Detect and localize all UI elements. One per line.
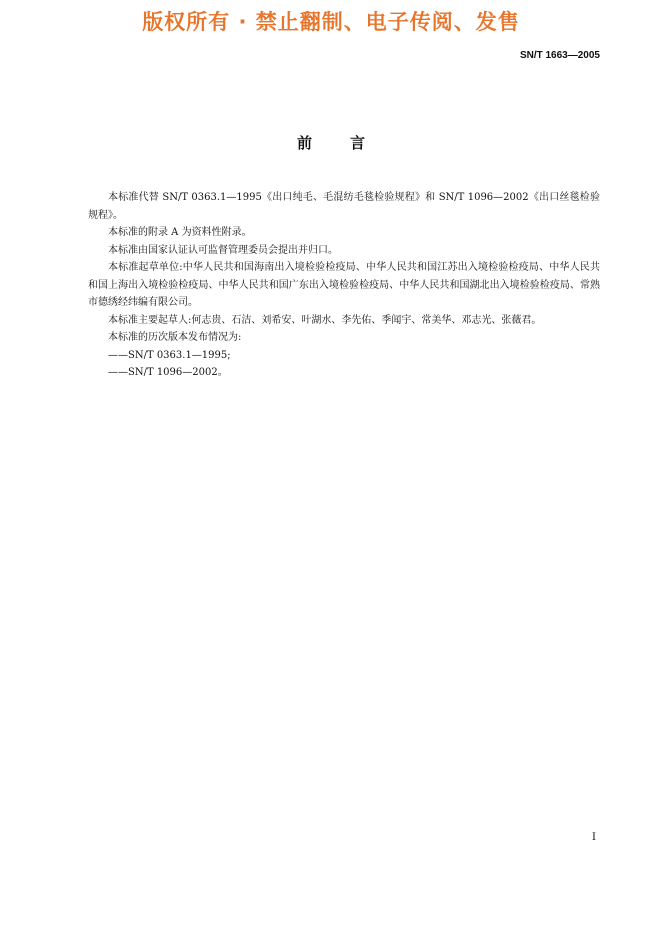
paragraph-proposer: 本标准由国家认证认可监督管理委员会提出并归口。 (108, 244, 338, 256)
copyright-banner: 版权所有 · 禁止翻制、电子传阅、发售 (142, 10, 520, 34)
page-title: 前言 (296, 134, 403, 152)
standard-code: SN/T 1663—2005 (519, 50, 600, 61)
history-item: ——SN/T 0363.1—1995; (108, 349, 231, 361)
paragraph-drafting-units: 本标准起草单位:中华人民共和国海南出入境检验检疫局、中华人民共和国江苏出入境检验检疫局、中华人民共和国上海出入境检验检疫局、中华人民共和国广东出入境检验检疫局、中华人民共和国湖北出入境检验检疫局、常熟市德绣经纬编有限公司。 (88, 262, 600, 308)
page-number: I (592, 832, 596, 843)
paragraph-replaces: 本标准代替 SN/T 0363.1—1995《出口纯毛、毛混纺毛毯检验规程》和 SN/T 1096—2002《出口丝毯检验规程》。 (88, 192, 600, 221)
paragraph-history-intro: 本标准的历次版本发布情况为: (108, 332, 242, 343)
paragraph-annex: 本标准的附录 A 为资料性附录。 (108, 227, 252, 238)
foreword-body (88, 189, 600, 382)
history-item: ——SN/T 1096—2002。 (108, 367, 228, 378)
paragraph-drafters: 本标准主要起草人:何志贵、石洁、刘希安、叶湖水、李先佑、季闻宇、常美华、邓志光、张薇君。 (108, 314, 542, 326)
